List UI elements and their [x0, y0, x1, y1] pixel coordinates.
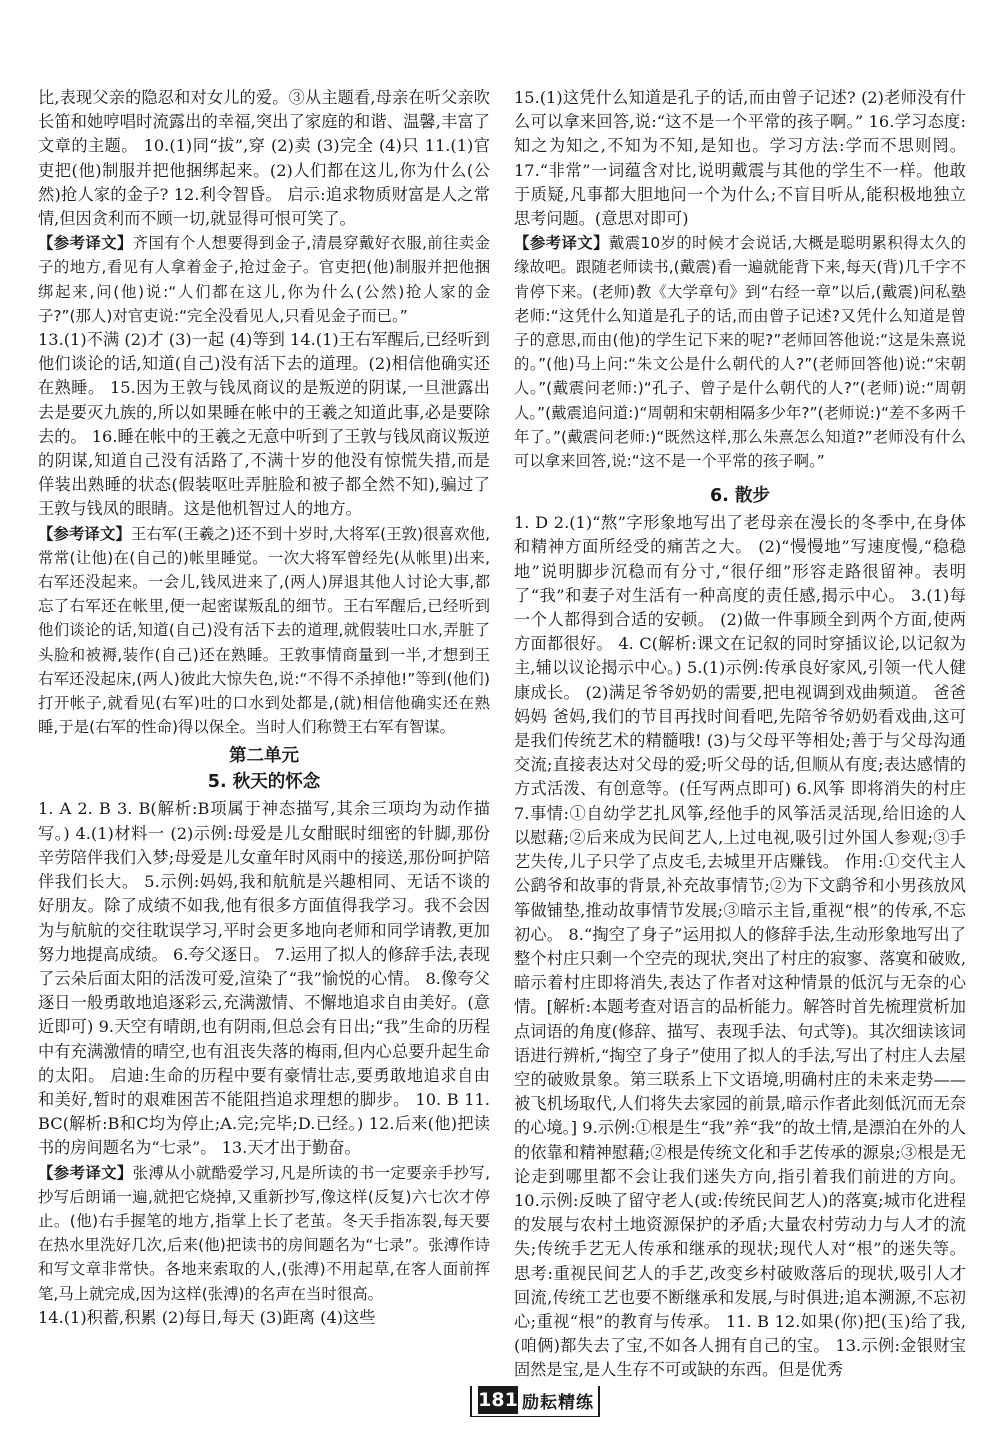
unit-title: 第二单元	[229, 746, 299, 767]
translation-text: 戴震10岁的时候才会说话,大概是聪明累积得太久的缘故吧。跟随老师读书,(戴震)看一遍就能背下来,每天(背)几千字不肯停下来。(老师)教《大学章句》到“右经一章”以后,(戴震)问私塾老师:“这凭什么知道是孔子的话,而由曾子记述?又凭什么知道是曾子的意思,而由(他)的学生记下来的呢?”老师回答他说:“这是朱熹说的。”(他)马上问:“朱文公是什么朝代的人?”(老师回答他)说:“宋朝人。”(戴震问老师:)“孔子、曾子是什么朝代的人?”(老师)说:“周朝人。”(戴震追问道:)“周朝和宋朝相隔多少年?”(老师说:)“差不多两千年了。”(戴震问老师:)“既然这样,那么朱熹怎么知道?”老师没有什么可以拿来回答,说:“这不是一个平常的孩子啊。”	[514, 234, 966, 471]
answer-block: 1. D 2.(1)“熬”字形象地写出了老母亲在漫长的冬季中,在身体和精神方面所经受的痛苦之大。 (2)“慢慢地”写速度慢,“稳稳地”说明脚步沉稳而有分寸,“很仔细”形容走路很留神。表明了“我”和妻子对生活有一种高度的责任感,揭示中心。 3.(1)每一个人都得到合适的安顿。 (2)做一件事顾全到两个方面,使两方面都很好。 4. C(解析:课文在记叙的同时穿插议论,以记叙为主,辅以议论揭示中心。) 5.(1)示例:传承良好家风,引领一代人健康成长。 (2)满足爷爷奶奶的需要,把电视调到戏曲频道。 爸爸妈妈 爸妈,我们的节目再找时间看吧,先陪爷爷奶奶看戏曲,这可是我们传统艺术的精髓哦! (3)与父母平等相处;善于与父母沟通交流;直接表达对父母的爱;听父母的话,但顺从有度;表达感情的方式活泼、有创意等。(任写两点即可) 6.风筝 即将消失的村庄 7.事情:①自幼学艺扎风筝,经他手的风筝活灵活现,给旧途的人以慰藉;②后来成为民间艺人,上过电视,吸引过外国人参观;③手艺失传,儿子只学了点皮毛,去城里开店赚钱。 作用:①交代主人公鹞爷和故事的背景,补充故事情节;②为下文鹞爷和小男孩放风筝做铺垫,推动故事情节发展;③暗示主旨,重视“根”的传承,不忘初心。 8.“掏空了身子”运用拟人的修辞手法,生动形象地写出了整个村庄只剩一个空壳的现状,突出了村庄的寂寥、落寞和破败,暗示着村庄即将消失,表达了作者对这种情景的低沉与无奈的心情。[解析:本题考查对语言的品析能力。解答时首先梳理赏析加点词语的角度(修辞、描写、表现手法、句式等)。其次细读该词语进行辨析,“掏空了身子”使用了拟人的手法,写出了村庄人去屋空的破败景象。第三联系上下文语境,明确村庄的未来走势——被飞机场取代,人们将失去家园的前景,暗示作者此刻低沉而无奈的心境。] 9.示例:①根是生“我”养“我”的故土情,是漂泊在外的人的依靠和精神慰藉;②根是传统文化和手艺传承的源泉;③根是无论走到哪里都不会让我们迷失方向,指引着我们前进的方向。 10.示例:反映了留守老人(或:传统民间艺人)的落寞;城市化进程的发展与农村土地资源保护的矛盾;大量农村劳动力与人才的流失;传统手艺无人传承和继承的现状;现代人对“根”的迷失等。 思考:重视民间艺人的手艺,改变乡村破败落后的现状,吸引人才回流,传统工艺也要不断继承和发展,与时俱进;追本溯源,不忘初心;重视“根”的教育与传承。 11. B 12.如果(你)把(玉)给了我,(咱俩)都失去了宝,不如各人拥有自己的宝。 13.示例:金银财宝固然是宝,是人生存不可或缺的东西。但是优秀	[514, 513, 966, 1380]
translation-block	[38, 522, 490, 740]
translation-tag: 【参考译文】	[38, 234, 133, 253]
footer-bar-left	[470, 1386, 472, 1416]
translation-block	[38, 1161, 490, 1306]
page-footer	[0, 1382, 1000, 1422]
translation-tag: 【参考译文】	[38, 1163, 133, 1182]
answer-block: 1. A 2. B 3. B(解析:B项属于神态描写,其余三项均为动作描写。) 4.(1)材料一 (2)示例:母爱是儿女酣眠时细密的针脚,那份辛劳陪伴我们入梦;母爱是儿女童年时风雨中的接送,那份呵护陪伴我们长大。 5.示例:妈妈,我和航航是兴趣相同、无话不谈的好朋友。除了成绩不如我,他有很多方面值得我学习。我不会因为与航航的交往耽误学习,平时会更多地向老师和同学请教,更加努力地提高成绩。 6.夸父逐日。 7.运用了拟人的修辞手法,表现了云朵后面太阳的活泼可爱,渲染了“我”愉悦的心情。 8.像夸父逐日一般勇敢地追逐彩云,充满激情、不懈地追求自由美好。(意近即可) 9.天空有晴朗,也有阴雨,但总会有日出;“我”生命的历程中有充满激情的晴空,也有沮丧失落的梅雨,但内心总要升起生命的太阳。 启迪:生命的历程中要有豪情壮志,要勇敢地追求自由和美好,暂时的艰难困苦不能阻挡追求理想的脚步。 10. B 11. BC(解析:B和C均为停止;A.完;完毕;D.已经。) 12.后来(他)把读书的房间题名为“七录”。 13.天才出于勤奋。	[38, 799, 490, 1158]
translation-text: 齐国有个人想要得到金子,清晨穿戴好衣服,前往卖金子的地方,看见有人拿着金子,抢过金子。官吏把(他)制服并把他捆绑起来,问(他)说:“人们都在这儿,你为什么(公然)抢人家的金子?”(那人)对官吏说:“完全没看见人,只看见金子而已。”	[38, 234, 490, 325]
section-gap	[514, 473, 966, 483]
answer-block: 13.(1)不满 (2)才 (3)一起 (4)等到 14.(1)王右军醒后,已经听到他们谈论的话,知道(自己)没有活下去的道理。(2)相信他确实还在熟睡。 15.因为王敦与钱凤商议的是叛逆的阴谋,一旦泄露出去是要灭九族的,所以如果睡在帐中的王羲之知道此事,必是要除去的。 16.睡在帐中的王羲之无意中听到了王敦与钱凤商议叛逆的阴谋,知道自己没有活路了,不满十岁的他没有惊慌失措,而是佯装出熟睡的状态(假装呕吐弄脏脸和被子都全然不知),骗过了王敦与钱凤的眼睛。这是他机智过人的地方。	[38, 330, 490, 519]
right-column	[514, 86, 966, 1383]
translation-block	[514, 231, 966, 473]
answer-block: 比,表现父亲的隐忍和对女儿的爱。③从主题看,母亲在听父亲吹长笛和她哼唱时流露出的幸福,突出了家庭的和谐、温馨,丰富了文章的主题。 10.(1)同“拔”,穿 (2)卖 (3)完全 (4)只 11.(1)官吏把(他)制服并把他捆绑起来。(2)人们都在这儿,你为什么(公然)抢人家的金子? 12.利令智昏。 启示:追求物质财富是人之常情,但因贪利而不顾一切,就显得可恨可笑了。	[38, 88, 490, 229]
lesson-title: 6. 散步	[710, 486, 770, 507]
lesson-title: 5. 秋天的怀念	[207, 772, 321, 793]
footer-underline	[470, 1416, 600, 1417]
translation-tag: 【参考译文】	[38, 524, 131, 543]
left-column	[38, 86, 490, 1330]
footer-bar-right	[598, 1386, 600, 1416]
translation-text: 王右军(王羲之)还不到十岁时,大将军(王敦)很喜欢他,常常(让他)在(自己的)帐里睡觉。一次大将军曾经先(从帐里)出来,右军还没起来。一会儿,钱凤进来了,(两人)屏退其他人讨论大事,都忘了右军还在帐里,便一起密谋叛乱的细节。王右军醒后,已经听到他们谈论的话,知道(自己)没有活下去的道理,就假装吐口水,弄脏了头脸和被褥,装作(自己)还在熟睡。王敦事情商量到一半,才想到王右军还没起床,(两人)彼此大惊失色,说:“不得不杀掉他!”等到(他们)打开帐子,就看见(右军)吐的口水到处都是,(就)相信他确实还在熟睡,于是(右军的性命)得以保全。当时人们称赞王右军有智谋。	[38, 524, 490, 737]
translation-tag: 【参考译文】	[514, 234, 609, 253]
translation-text: 张溥从小就酷爱学习,凡是所读的书一定要亲手抄写,抄写后朗诵一遍,就把它烧掉,又重新抄写,像这样(反复)六七次才停止。(他)右手握笔的地方,指掌上长了老茧。冬天手指冻裂,每天要在热水里洗好几次,后来(他)把读书的房间题名为“七录”。张溥作诗和写文章非常快。各地来索取的人,(张溥)不用起草,在客人面前挥笔,马上就完成,因为这样(张溥)的名声在当时很高。	[38, 1163, 490, 1303]
brand-name: 励耘精练	[522, 1393, 594, 1413]
answer-block: 15.(1)这凭什么知道是孔子的话,而由曾子记述? (2)老师没有什么可以拿来回答,说:“这不是一个平常的孩子啊。” 16.学习态度:知之为知之,不知为不知,是知也。学习方法:学而不思则罔。 17.“非常”一词蕴含对比,说明戴震与其他的学生不一样。他敢于质疑,凡事都大胆地问一个为什么;不盲目听从,能积极地独立思考问题。(意思对即可)	[514, 88, 966, 229]
translation-block	[38, 231, 490, 328]
page-number: 181	[478, 1386, 518, 1414]
answer-block: 14.(1)积蓄,积累 (2)每日,每天 (3)距离 (4)这些	[38, 1307, 376, 1327]
